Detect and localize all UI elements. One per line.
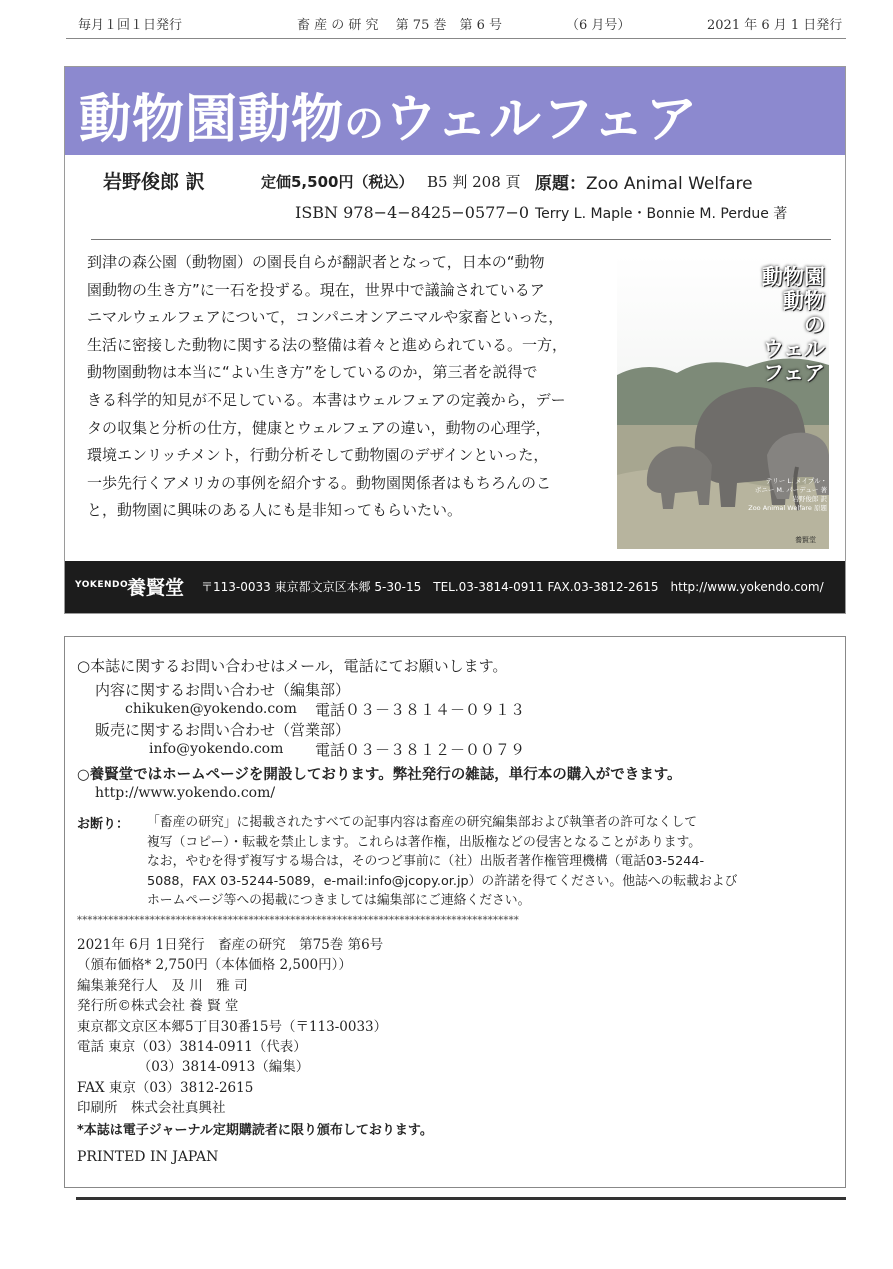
book-ad — [64, 66, 846, 614]
book-cover-image — [617, 255, 829, 549]
editorial-phone: 電話０３－３８１４－０９１３ — [315, 701, 526, 719]
authors: Terry L. Maple・Bonnie M. Perdue 著 — [535, 206, 788, 222]
separator-line: ************************************************************************************* — [77, 915, 519, 926]
colophon-box — [64, 636, 846, 1188]
subscriber-note: *本誌は電子ジャーナル定期購読者に限り頒布しております。 — [77, 1123, 433, 1138]
editorial-label: 内容に関するお問い合わせ（編集部） — [95, 681, 351, 699]
ad-title-banner — [65, 67, 845, 155]
cover-title: 動物園 動物 の ウェル フェア — [762, 265, 825, 385]
homepage-heading: ○養賢堂ではホームページを開設しております。弊社発行の雑誌，単行本の購入ができます。 — [77, 767, 682, 783]
notice-label: お断り： — [77, 817, 130, 832]
bottom-rule — [76, 1197, 846, 1200]
format: B5 判 208 頁 — [427, 173, 521, 191]
book-description: 到津の森公園（動物園）の園長自らが翻訳者となって，日本の“動物 園動物の生き方”に一石を投ずる。現在，世界中で議論されているア ニマルウェルフェアについて，コンパニオンアニマルや家畜といった， 生活に密接した動物に関する法の整備は着々と進められている。一方， 動物園動物は本当に“よい生き方”をしているのか，第三者を説得で きる科学的知見が不足している。本書はウェルフェアの定義から，デー タの収集と分析の仕方，健康とウェルフェアの違い，動物の心理学， 環境エンリッチメント，行動分析そして動物園のデザインといった， 一歩先行くアメリカの事例を紹介する。動物園関係者はもちろんのこ と，動物園に興味のある人にも是非知ってもらいたい。 — [87, 253, 568, 520]
isbn: ISBN 978−4−8425−0577−0 — [295, 203, 530, 222]
cover-authors: テリー L. メイプル・ ボニー M. パーデュー 著 岩野俊郎 訳 Zoo Animal Welfare 原題 — [748, 477, 827, 512]
publisher-name: 養賢堂 — [127, 577, 185, 599]
notice-text: 「畜産の研究」に掲載されたすべての記事内容は畜産の研究編集部および執筆者の許可なくして 複写（コピー）・転載を禁止します。これらは著作権，出版権などの侵害となることがあります。 なお，やむを得ず複写する場合は，そのつど事前に（社）出版者著作権管理機構（電話03-5244- 5088，FAX 03-5244-5089，e-mail:info@jcopy.or.jp）の許諾を得てください。他誌への転載および ホームページ等への掲載につきましては編集部にご連絡ください。 — [147, 815, 738, 908]
book-title: 動物園動物のウェルフェア — [79, 90, 699, 150]
publisher-footer — [65, 561, 845, 613]
header-date: 2021 年 6 月 1 日発行 — [707, 18, 843, 33]
publisher-logo: YOKENDO — [75, 580, 129, 590]
original-title: 原題：Zoo Animal Welfare — [535, 174, 753, 194]
translator: 岩野俊郎 訳 — [103, 171, 205, 193]
publisher-contact: 〒113-0033 東京都文京区本郷 5-30-15 TEL.03-3814-0911 FAX.03-3812-2615 http://www.yokendo.com/ — [201, 580, 824, 594]
printed-in-japan: PRINTED IN JAPAN — [77, 1149, 219, 1165]
ad-rule — [91, 239, 831, 240]
price: 定価5,500円（税込） — [261, 173, 414, 191]
header-rule — [66, 38, 846, 39]
homepage-url[interactable]: http://www.yokendo.com/ — [95, 785, 276, 801]
inquiry-heading: ○本誌に関するお問い合わせはメール，電話にてお願いします。 — [77, 657, 508, 675]
colophon: 2021年 6月 1日発行 畜産の研究 第75巻 第6号 （頒布価格* 2,750円（本体価格 2,500円）） 編集兼発行人 及 川 雅 司 発行所©株式会社 養 賢 堂 東京都文京区本郷5丁目30番15号（〒113-0033） 電話 東京（03）3814-0911（代表） （03）3814-0913（編集） FAX 東京（03）3812-2615 印刷所 株式会社真興社 — [77, 937, 388, 1117]
sales-email[interactable]: info@yokendo.com — [149, 741, 284, 757]
sales-label: 販売に関するお問い合わせ（営業部） — [95, 721, 351, 739]
header-journal: 畜 産 の 研 究 第 75 巻 第 6 号 — [297, 18, 503, 33]
sales-phone: 電話０３－３８１２－００７９ — [315, 741, 526, 759]
header-issue: （6 月号） — [566, 18, 631, 33]
editorial-email[interactable]: chikuken@yokendo.com — [125, 701, 297, 717]
cover-publisher: 養賢堂 — [795, 536, 816, 544]
header-frequency: 毎月１回１日発行 — [78, 18, 183, 33]
